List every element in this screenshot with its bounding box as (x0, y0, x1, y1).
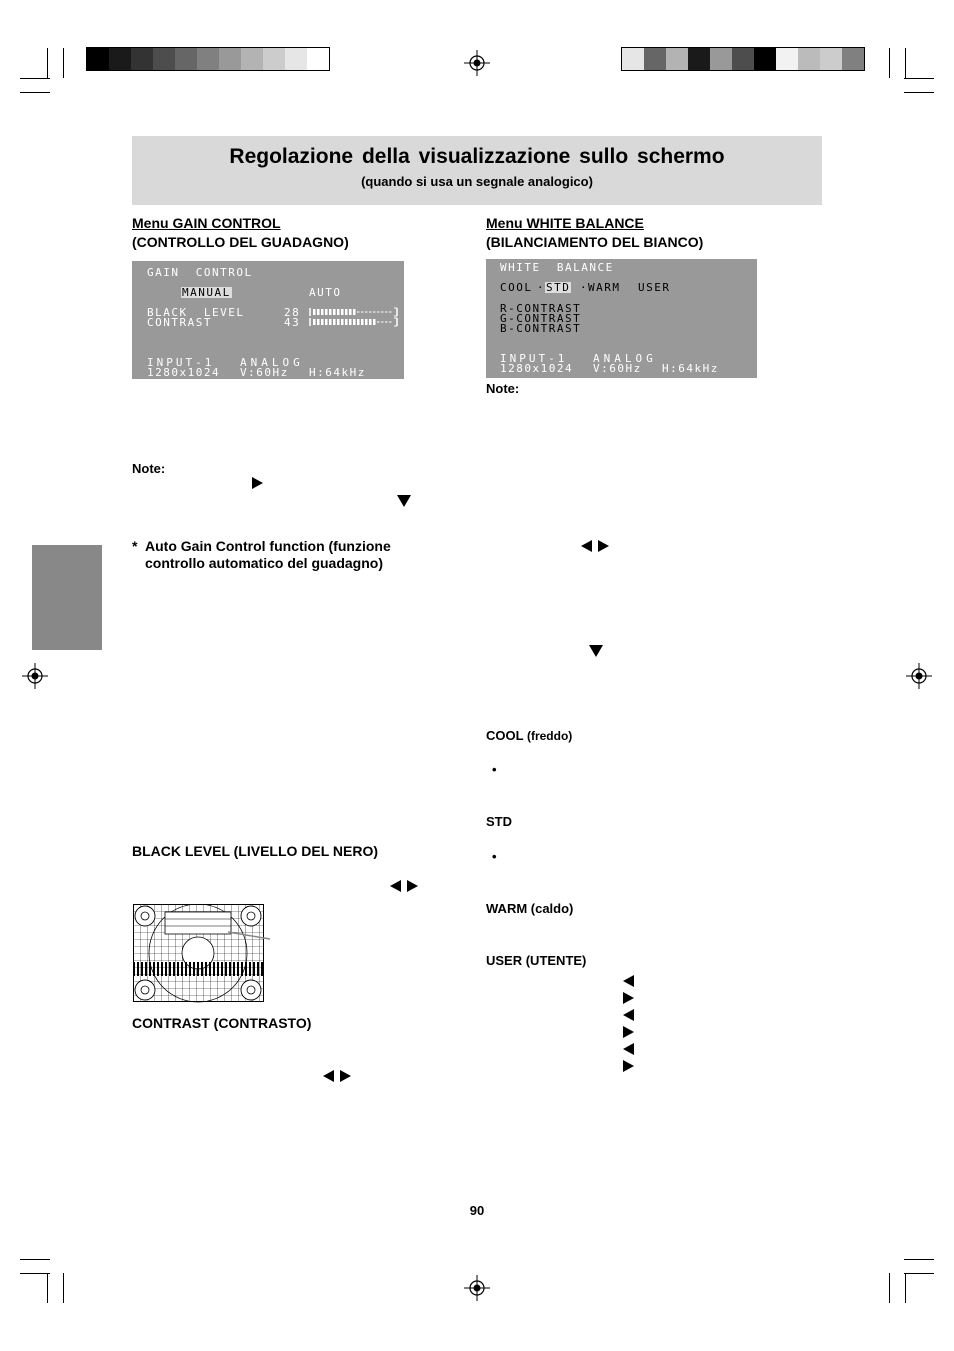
left-arrow-icon (581, 540, 592, 552)
right-arrow-icon (623, 992, 634, 1004)
right-arrow-icon (252, 477, 263, 489)
crop-mark (63, 48, 64, 78)
test-pattern-image (133, 904, 273, 1003)
std-heading: STD (486, 814, 512, 829)
white-balance-note-label: Note: (486, 381, 520, 396)
cool-heading: COOL (freddo) (486, 728, 573, 743)
osd-contrast-bar (309, 317, 399, 327)
osd-hfreq: H:64kHz (309, 366, 366, 379)
crop-mark (904, 92, 934, 93)
left-arrow-icon (623, 1009, 634, 1021)
crop-mark (889, 1273, 890, 1303)
page-number: 90 (469, 1203, 485, 1218)
page-subtitle: (quando si usa un segnale analogico) (361, 174, 593, 189)
crop-mark (904, 78, 934, 79)
osd-black-level-value: 28 (284, 306, 301, 319)
osd-signal: ANALOG (593, 352, 657, 365)
crop-mark (904, 1259, 934, 1260)
crop-mark (47, 1273, 48, 1303)
crop-mark (904, 1273, 934, 1274)
right-arrow-icon (598, 540, 609, 552)
color-bar-left (86, 47, 330, 71)
gain-control-osd (132, 261, 404, 379)
right-arrow-icon (407, 880, 418, 892)
auto-gain-note: Auto Gain Control function (funzione controllo automatico del guadagno) (145, 538, 391, 571)
osd-hfreq: H:64kHz (662, 362, 719, 375)
crop-mark (889, 48, 890, 78)
osd-black-level-label: BLACK LEVEL (147, 306, 245, 319)
osd-title: WHITE BALANCE (500, 261, 614, 274)
user-heading: USER (UTENTE) (486, 953, 587, 968)
osd-g-contrast: G-CONTRAST (500, 312, 582, 325)
registration-target-icon (464, 1275, 490, 1301)
osd-title: GAIN CONTROL (147, 266, 253, 279)
osd-std-option: STD (546, 281, 571, 294)
white-balance-heading: Menu WHITE BALANCE (BILANCIAMENTO DEL BIANCO) (486, 215, 704, 250)
osd-user-option: USER (638, 281, 671, 294)
crop-mark (905, 48, 906, 78)
color-bar-right (621, 47, 865, 71)
crop-mark (63, 1273, 64, 1303)
warm-heading: WARM (caldo) (486, 901, 574, 916)
right-arrow-icon (623, 1026, 634, 1038)
registration-target-icon (22, 663, 48, 689)
osd-resolution: 1280x1024 (147, 366, 221, 379)
osd-input: INPUT-1 (500, 352, 568, 365)
osd-signal: ANALOG (240, 356, 304, 369)
osd-separator-dot: · (537, 281, 546, 294)
osd-contrast-value: 43 (284, 316, 301, 329)
black-level-heading: BLACK LEVEL (LIVELLO DEL NERO) (132, 843, 379, 859)
bullet: • (492, 849, 497, 864)
osd-auto-option: AUTO (309, 286, 342, 299)
crop-mark (20, 1273, 50, 1274)
auto-gain-note-star: * (132, 538, 138, 554)
osd-resolution: 1280x1024 (500, 362, 574, 375)
left-arrow-icon (323, 1070, 334, 1082)
gain-control-heading: Menu GAIN CONTROL (CONTROLLO DEL GUADAGNO) (132, 215, 349, 250)
down-arrow-icon (397, 495, 411, 507)
crop-mark (905, 1273, 906, 1303)
down-arrow-icon (589, 645, 603, 657)
side-tab (32, 545, 102, 650)
osd-manual-option: MANUAL (182, 286, 231, 299)
osd-contrast-label: CONTRAST (147, 316, 212, 329)
crop-mark (20, 92, 50, 93)
gain-note-label: Note: (132, 461, 166, 476)
osd-warm-option: WARM (588, 281, 621, 294)
osd-r-contrast: R-CONTRAST (500, 302, 582, 315)
contrast-heading: CONTRAST (CONTRASTO) (132, 1015, 312, 1031)
registration-target-icon (906, 663, 932, 689)
page-title: Regolazione della visualizzazione sullo schermo (229, 145, 725, 168)
osd-cool-option: COOL (500, 281, 533, 294)
osd-vfreq: V:60Hz (593, 362, 642, 375)
osd-black-level-bar (309, 307, 399, 317)
crop-mark (47, 48, 48, 78)
page-header (132, 136, 822, 205)
crop-mark (20, 78, 50, 79)
bullet: • (492, 762, 497, 777)
right-arrow-icon (623, 1060, 634, 1072)
osd-input: INPUT-1 (147, 356, 215, 369)
crop-mark (20, 1259, 50, 1260)
osd-vfreq: V:60Hz (240, 366, 289, 379)
osd-separator-dot: · (580, 281, 589, 294)
left-arrow-icon (623, 975, 634, 987)
white-balance-osd (486, 259, 757, 378)
left-arrow-icon (390, 880, 401, 892)
left-arrow-icon (623, 1043, 634, 1055)
right-arrow-icon (340, 1070, 351, 1082)
osd-b-contrast: B-CONTRAST (500, 322, 582, 335)
registration-target-icon (464, 50, 490, 76)
